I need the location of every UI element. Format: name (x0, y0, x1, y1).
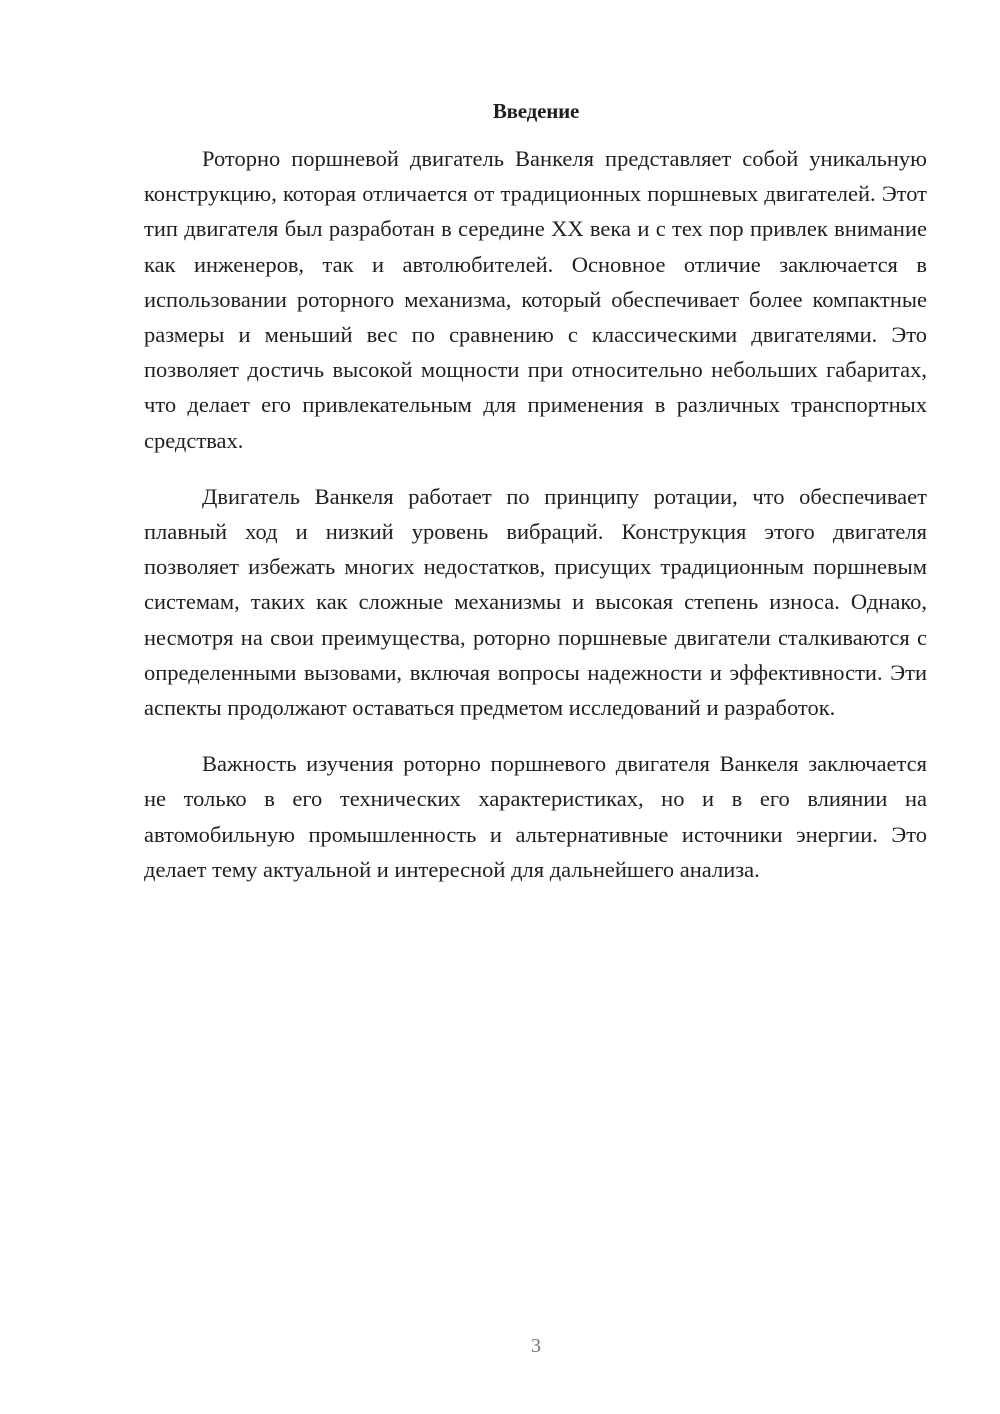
page-number: 3 (531, 1335, 541, 1357)
section-heading: Введение (492, 99, 580, 123)
document-body (144, 141, 927, 908)
paragraph-3: Важность изучения роторно поршневого двигателя Ванкеля заключается не только в его технических характеристиках, но и в его влиянии на автомобильную промышленность и альтернативные источники энергии. Это делает тему актуальной и интересной для дальнейшего анализа. (144, 751, 927, 882)
paragraph-1: Роторно поршневой двигатель Ванкеля представляет собой уникальную конструкцию, которая отличается от традиционных поршневых двигателей. Этот тип двигателя был разработан в середине XX века и с тех пор привлек внимание как инженеров, так и автолюбителей. Основное отличие заключается в использовании роторного механизма, который обеспечивает более компактные размеры и меньший вес по сравнению с классическими двигателями. Это позволяет достичь высокой мощности при относительно небольших габаритах, что делает его привлекательным для применения в различных транспортных средствах. (144, 146, 927, 453)
paragraph-2: Двигатель Ванкеля работает по принципу ротации, что обеспечивает плавный ход и низкий уровень вибраций. Конструкция этого двигателя позволяет избежать многих недостатков, присущих традиционным поршневым системам, таких как сложные механизмы и высокая степень износа. Однако, несмотря на свои преимущества, роторно поршневые двигатели сталкиваются с определенными вызовами, включая вопросы надежности и эффективности. Эти аспекты продолжают оставаться предметом исследований и разработок. (144, 483, 927, 721)
